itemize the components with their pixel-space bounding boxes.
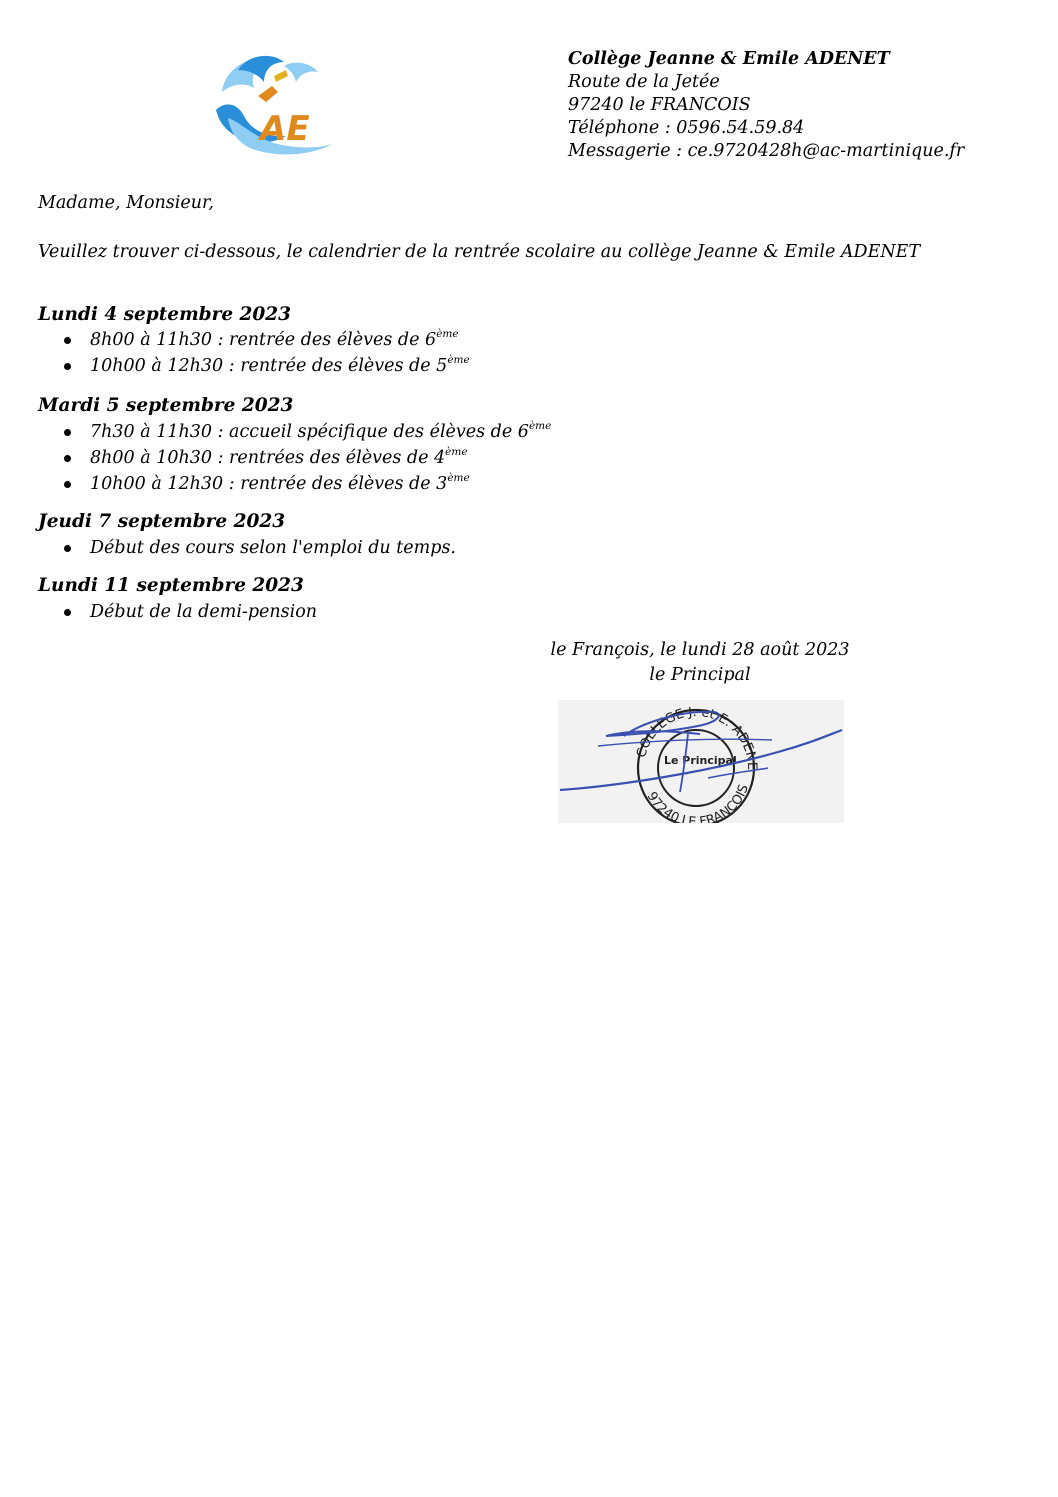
place-date: le François, le lundi 28 août 2023	[550, 640, 850, 660]
school-address-block	[568, 48, 964, 163]
logo-letters	[257, 109, 310, 149]
day-list-mardi-5	[38, 419, 551, 497]
signatory-title: le Principal	[649, 665, 751, 685]
day-heading-jeudi-7: Jeudi 7 septembre 2023	[38, 511, 286, 532]
intro-paragraph: Veuillez trouver ci-dessous, le calendrier de la rentrée scolaire au collège Jeanne & Emile ADENET	[38, 242, 921, 262]
signature-stamp	[558, 700, 844, 823]
svg-text:97240 LE FRANCOIS	[644, 783, 752, 823]
list-item: Début de la demi-pension	[38, 599, 317, 625]
school-logo-icon	[214, 52, 338, 158]
stamp-bottom-text: 97240 LE FRANCOIS	[643, 782, 752, 823]
day-heading-mardi-5: Mardi 5 septembre 2023	[38, 395, 294, 416]
bullet-icon	[64, 429, 71, 436]
school-name: Collège Jeanne & Emile ADENET	[568, 49, 890, 69]
list-item: 10h00 à 12h30 : rentrée des élèves de 3ème	[38, 471, 551, 497]
list-item: 8h00 à 10h30 : rentrées des élèves de 4ème	[38, 445, 551, 471]
day-heading-lundi-11: Lundi 11 septembre 2023	[38, 575, 304, 596]
day-list-lundi-11	[38, 599, 317, 625]
day-list-jeudi-7	[38, 535, 456, 561]
list-item: Début des cours selon l'emploi du temps.	[38, 535, 456, 561]
bullet-icon	[64, 609, 71, 616]
logo-text: AE	[260, 109, 310, 149]
city-line: 97240 le FRANCOIS	[568, 95, 751, 115]
bullet-icon	[64, 363, 71, 370]
stamp-icon	[558, 700, 844, 823]
bullet-icon	[64, 545, 71, 552]
stamp-center-text: Le Principal	[664, 754, 737, 767]
list-item: 7h30 à 11h30 : accueil spécifique des élèves de 6ème	[38, 419, 551, 445]
phone-line: Téléphone : 0596.54.59.84	[568, 118, 805, 138]
list-item: 8h00 à 11h30 : rentrée des élèves de 6ème	[38, 327, 470, 353]
bullet-icon	[64, 455, 71, 462]
day-heading-lundi-4: Lundi 4 septembre 2023	[38, 304, 292, 325]
school-logo	[214, 52, 338, 158]
greeting: Madame, Monsieur,	[38, 193, 214, 213]
signature-block	[500, 638, 900, 688]
email-line: Messagerie : ce.9720428h@ac-martinique.fr	[568, 141, 965, 161]
list-item: 10h00 à 12h30 : rentrée des élèves de 5ème	[38, 353, 470, 379]
stamp-top-text: COLLEGE J. et E. ADENE	[634, 704, 760, 771]
day-list-lundi-4	[38, 327, 470, 379]
bullet-icon	[64, 481, 71, 488]
address-line: Route de la Jetée	[568, 72, 720, 92]
bullet-icon	[64, 337, 71, 344]
